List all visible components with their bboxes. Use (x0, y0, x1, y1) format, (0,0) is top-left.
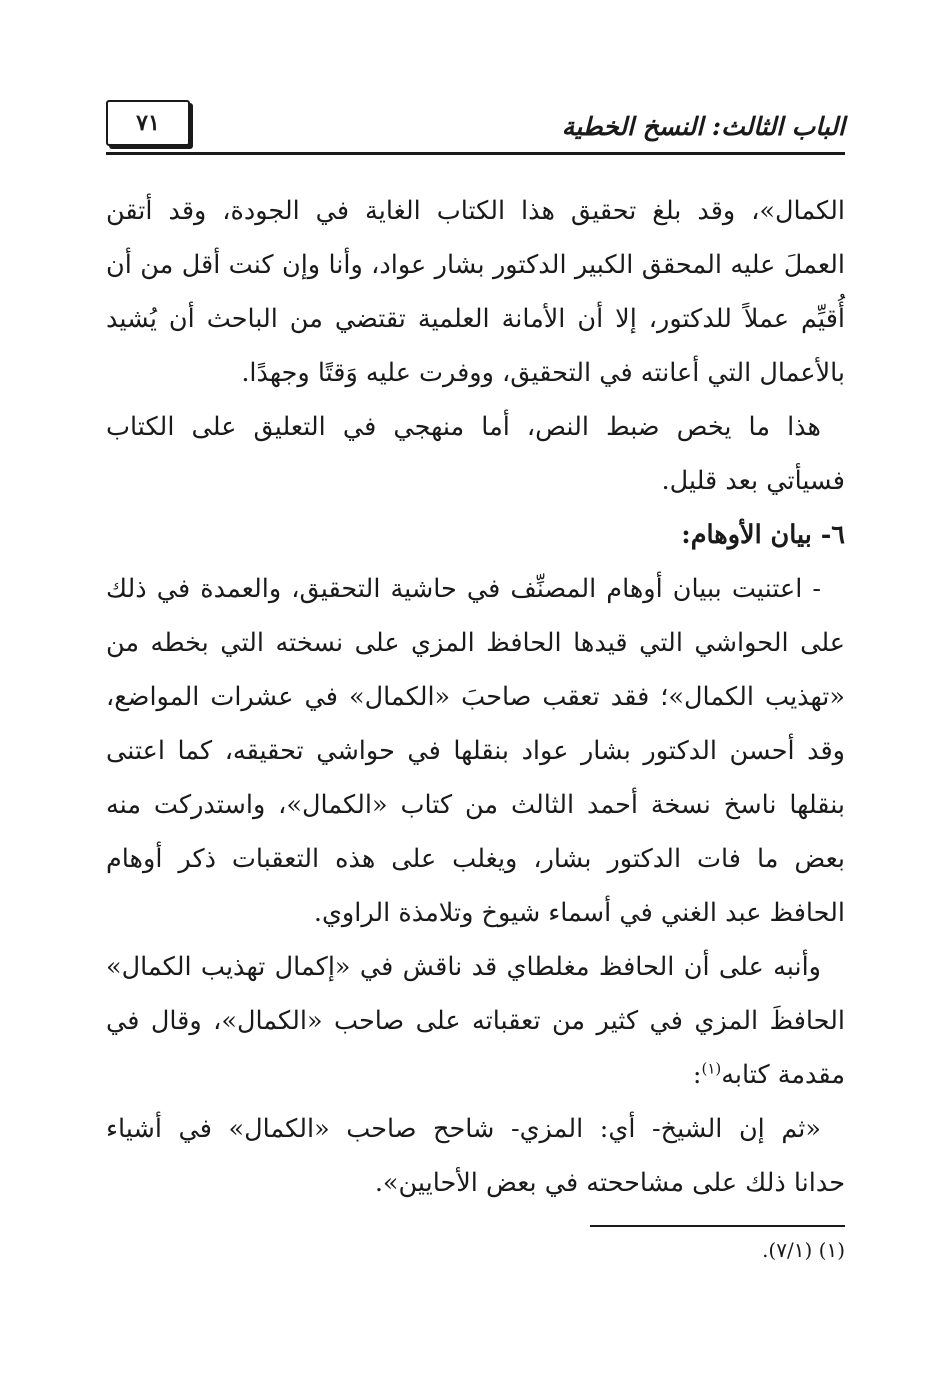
text-line: بنقلها ناسخ نسخة أحمد الثالث من كتاب «الكمال»، واستدركت منه (106, 790, 845, 820)
text-fragment: مقدمة كتابه (721, 1060, 845, 1090)
paragraph (106, 1102, 845, 1210)
body-text (106, 184, 845, 1210)
text-line: العملَ عليه المحقق الكبير الدكتور بشار عواد، وأنا وإن كنت أقل من أن (106, 250, 845, 280)
text-line-with-note (106, 1048, 845, 1102)
text-line: - اعتنيت ببيان أوهام المصنِّف في حاشية التحقيق، والعمدة في ذلك (106, 574, 821, 604)
header-rule (106, 152, 845, 155)
text-line: وأنبه على أن الحافظ مغلطاي قد ناقش في «إكمال تهذيب الكمال» (106, 952, 821, 982)
running-header-title: الباب الثالث: النسخ الخطية (561, 112, 845, 141)
page-number: ٧١ (136, 110, 160, 136)
section-heading (106, 508, 845, 562)
footnote-reference: (١) (701, 1059, 722, 1078)
text-fragment: : (692, 1060, 702, 1090)
footnote-separator (590, 1225, 845, 1227)
paragraph (106, 400, 845, 508)
text-line: الحافظ عبد الغني في أسماء شيوخ وتلامذة الراوي. (313, 898, 845, 928)
text-line: هذا ما يخص ضبط النص، أما منهجي في التعليق على الكتاب (106, 412, 821, 442)
text-line: «تهذيب الكمال»؛ فقد تعقب صاحبَ «الكمال» في عشرات المواضع، (106, 682, 845, 712)
heading-text: ٦- بيان الأوهام: (681, 520, 845, 550)
paragraph (106, 562, 845, 940)
text-line: وقد أحسن الدكتور بشار عواد بنقلها في حواشي تحقيقه، كما اعتنى (106, 736, 845, 766)
text-line: بالأعمال التي أعانته في التحقيق، ووفرت عليه وَقتًا وجهدًا. (241, 358, 845, 388)
paragraph (106, 940, 845, 1102)
footnote: (١) (٧/١). (762, 1238, 845, 1262)
text-line: الكمال»، وقد بلغ تحقيق هذا الكتاب الغاية في الجودة، وقد أتقن (106, 196, 845, 226)
text-line: فسيأتي بعد قليل. (661, 466, 845, 496)
text-line: على الحواشي التي قيدها الحافظ المزي على نسخته التي بخطه من (106, 628, 845, 658)
text-line: أُقيِّم عملاً للدكتور، إلا أن الأمانة العلمية تقتضي من الباحث أن يُشيد (106, 304, 845, 334)
text-line: حدانا ذلك على مشاححته في بعض الأحايين». (374, 1168, 845, 1198)
text-line: «ثم إن الشيخ- أي: المزي- شاحح صاحب «الكمال» في أشياء (106, 1114, 821, 1144)
text-line: الحافظَ المزي في كثير من تعقباته على صاحب «الكمال»، وقال في (106, 1006, 845, 1036)
text-line: بعض ما فات الدكتور بشار، ويغلب على هذه التعقبات ذكر أوهام (106, 844, 845, 874)
paragraph (106, 184, 845, 400)
page-number-box (106, 100, 190, 146)
